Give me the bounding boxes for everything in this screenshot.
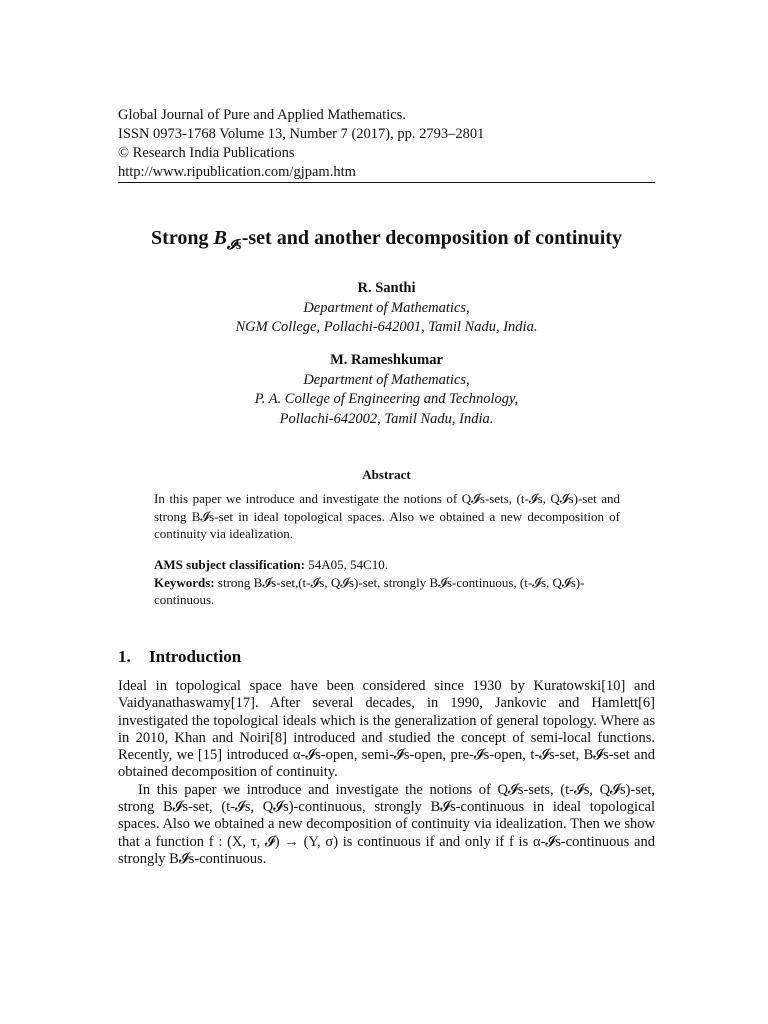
author-2	[118, 351, 655, 429]
keywords	[154, 574, 620, 609]
paragraph: In this paper we introduce and investigate the notions of Q𝓘s-sets, (t-𝓘s, Q𝓘s)-set, strong B𝓘s-set, (t-𝓘s, Q𝓘s)-continuous, strongly B𝓘s-continuous in ideal topological spaces. Also we obtained a new decomposition of continuity via idealization. Then we show that a function f : (X, τ, 𝓘) → (Y, σ) is continuous if and only if f is α-𝓘s-continuous and strongly B𝓘s-continuous.	[118, 781, 655, 867]
author-name: M. Rameshkumar	[330, 352, 443, 368]
affiliation-line: Department of Mathematics,	[303, 299, 470, 316]
affiliation-line: P. A. College of Engineering and Technology,	[254, 391, 519, 407]
journal-header	[118, 106, 655, 182]
publisher-line: © Research India Publications	[118, 145, 295, 161]
title-subscript: 𝓘s	[226, 238, 242, 253]
header-divider	[118, 182, 655, 183]
section-title: Introduction	[149, 647, 242, 666]
affiliation-line: Department of Mathematics,	[303, 371, 470, 388]
affiliation-line: Pollachi-642002, Tamil Nadu, India.	[279, 410, 494, 427]
abstract-heading: Abstract	[362, 467, 411, 482]
ams-classification	[154, 556, 620, 574]
title-suffix: -set and another decomposition of continuity	[241, 227, 622, 249]
journal-url[interactable]: http://www.ripublication.com/gjpam.htm	[118, 164, 356, 180]
keywords-label: Keywords:	[154, 574, 215, 590]
ams-value: 54A05, 54C10.	[304, 557, 388, 572]
author-1	[118, 279, 655, 338]
section-number: 1.	[118, 647, 131, 666]
paper-title	[118, 224, 655, 260]
journal-name: Global Journal of Pure and Applied Mathematics.	[118, 107, 406, 123]
ams-label: AMS subject classification:	[154, 557, 305, 572]
issn-line: ISSN 0973-1768 Volume 13, Number 7 (2017), pp. 2793–2801	[118, 126, 485, 142]
author-name: R. Santhi	[357, 280, 416, 296]
title-prefix: Strong	[151, 227, 214, 249]
title-symbol: B	[213, 227, 227, 249]
keywords-value: strong B𝓘s-set,(t-𝓘s, Q𝓘s)-set, strongly B𝓘s-continuous, (t-𝓘s, Q𝓘s)-continuous.	[154, 574, 585, 607]
introduction-body	[118, 678, 655, 868]
section-heading	[118, 647, 241, 667]
abstract-text: In this paper we introduce and investigate the notions of Q𝓘s-sets, (t-𝓘s, Q𝓘s)-set and strong B𝓘s-set in ideal topological spaces. Also we obtained a new decomposition of continuity via idealization.	[154, 491, 620, 541]
affiliation-line: NGM College, Pollachi-642001, Tamil Nadu, India.	[235, 319, 538, 335]
classification-block	[154, 556, 620, 609]
paragraph: Ideal in topological space have been considered since 1930 by Kuratowski[10] and Vaidyanathaswamy[17]. After several decades, in 1990, Jankovic and Hamlett[6] investigated the topological ideals which is the generalization of general topology. Where as in 2010, Khan and Noiri[8] introduced and studied the concept of semi-local functions. Recently, we [15] introduced α-𝓘s-open, semi-𝓘s-open, pre-𝓘s-open, t-𝓘s-set, B𝓘s-set and obtained decomposition of continuity.	[118, 678, 655, 781]
